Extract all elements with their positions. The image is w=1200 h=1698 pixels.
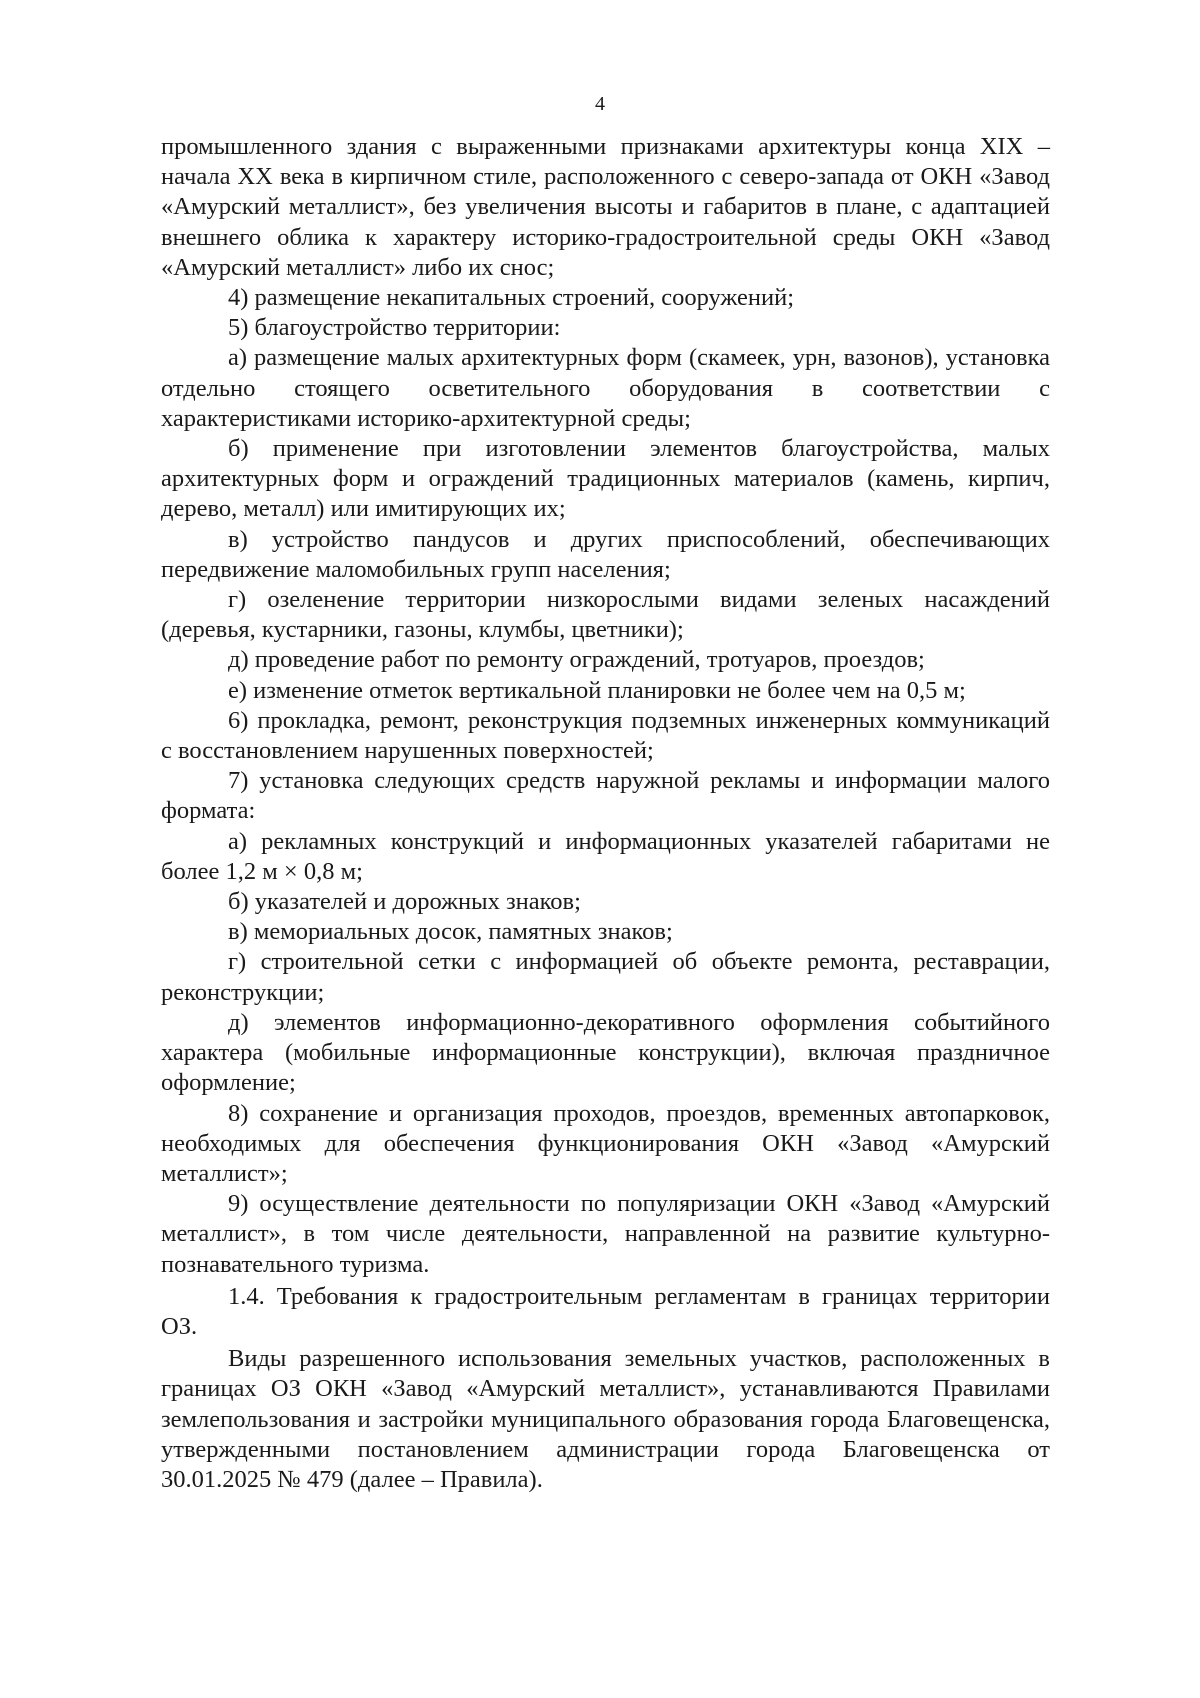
list-item-9: 9) осуществление деятельности по популяризации ОКН «Завод «Амурский металлист», в том числе деятельности, направленной на развитие культурно-познавательного туризма.: [161, 1190, 1050, 1278]
list-item-7d: д) элементов информационно-декоративного оформления событийного характера (мобильные информационные конструкции), включая праздничное оформление;: [161, 1008, 1050, 1097]
list-item-7a: а) рекламных конструкций и информационных указателей габаритами не более 1,2 м × 0,8 м;: [161, 827, 1050, 885]
list-item-5: 5) благоустройство территории:: [228, 314, 561, 342]
list-item-5d: д) проведение работ по ремонту ограждений, тротуаров, проездов;: [228, 646, 925, 674]
list-item-7b: б) указателей и дорожных знаков;: [228, 888, 581, 916]
list-item-6: 6) прокладка, ремонт, реконструкция подземных инженерных коммуникаций с восстановлением нарушенных поверхностей;: [161, 706, 1050, 765]
list-item-5g: г) озеленение территории низкорослыми видами зеленых насаждений (деревья, кустарники, газоны, клумбы, цветники);: [161, 586, 1050, 644]
list-item-5e: е) изменение отметок вертикальной планировки не более чем на 0,5 м;: [228, 676, 966, 704]
paragraph-continuation: промышленного здания с выраженными признаками архитектуры конца XIX – начала XX века в кирпичном стиле, расположенного с северо-запада от ОКН «Завод «Амурский металлист», без увеличения высоты и габаритов в плане, с адаптацией внешнего облика к характеру историко-градостроительной среды ОКН «Завод «Амурский металлист» либо их снос;: [161, 133, 1050, 281]
document-body: [161, 132, 1050, 1495]
list-item-8: 8) сохранение и организация проходов, проездов, временных автопарковок, необходимых для обеспечения функционирования ОКН «Завод «Амурский металлист»;: [161, 1099, 1050, 1187]
list-item-7g: г) строительной сетки с информацией об объекте ремонта, реставрации, реконструкции;: [161, 948, 1050, 1006]
paragraph-land-use: Виды разрешенного использования земельных участков, расположенных в границах ОЗ ОКН «Завод «Амурский металлист», устанавливаются Правилами землепользования и застройки муниципального образования города Благовещенска, утвержденными постановлением администрации города Благовещенска от 30.01.2025 № 479 (далее – Правила).: [161, 1345, 1050, 1493]
list-item-7: 7) установка следующих средств наружной рекламы и информации малого формата:: [161, 767, 1050, 825]
section-heading-1-4: 1.4. Требования к градостроительным регламентам в границах территории ОЗ.: [161, 1282, 1050, 1340]
page-number: 4: [595, 93, 605, 115]
list-item-5a: а) размещение малых архитектурных форм (скамеек, урн, вазонов), установка отдельно стоящего осветительного оборудования в соответствии с характеристиками историко-архитектурной среды;: [161, 344, 1050, 432]
list-item-5b: б) применение при изготовлении элементов благоустройства, малых архитектурных форм и ограждений традиционных материалов (камень, кирпич, дерево, металл) или имитирующих их;: [161, 435, 1050, 523]
list-item-5v: в) устройство пандусов и других приспособлений, обеспечивающих передвижение маломобильных групп населения;: [161, 525, 1050, 583]
list-item-4: 4) размещение некапитальных строений, сооружений;: [228, 284, 795, 312]
list-item-7v: в) мемориальных досок, памятных знаков;: [228, 918, 673, 946]
